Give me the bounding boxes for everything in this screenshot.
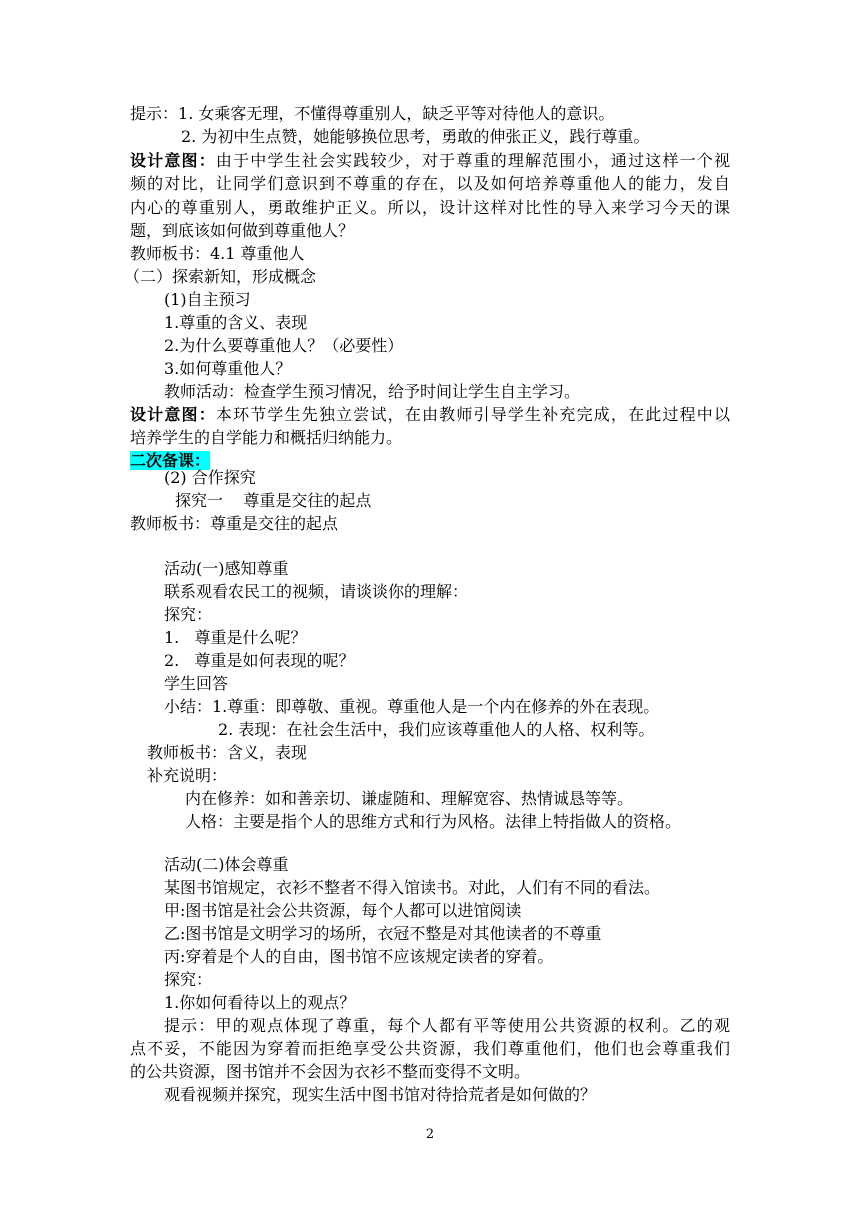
design-intent-2-label: 设计意图： — [130, 405, 216, 424]
activity-1-question-2: 2. 尊重是如何表现的呢？ — [164, 651, 355, 670]
design-intent-label: 设计意图： — [130, 151, 216, 170]
activity-2-hint-line-2: 点不妥，不能因为穿着而拒绝享受公共资源，我们尊重他们，他们也会尊重我们 — [130, 1039, 730, 1058]
supplement-note-1: 内在修养：如和善亲切、谦虚随和、理解宽容、热情诚恳等等。 — [185, 789, 634, 808]
explore-one-heading: 探究一 尊重是交往的起点 — [175, 491, 372, 510]
teacher-activity: 教师活动：检查学生预习情况，给予时间让学生自主学习。 — [164, 382, 581, 401]
board-heading: 教师板书：4.1 尊重他人 — [130, 244, 305, 263]
activity-2-title: 活动(二)体会尊重 — [164, 855, 289, 874]
design-intent-line-1 — [130, 149, 730, 172]
preview-item-1: 1.尊重的含义、表现 — [164, 313, 308, 332]
activity-2-question-1: 1.你如何看待以上的观点？ — [164, 993, 356, 1012]
section-heading: （二）探索新知，形成概念 — [124, 267, 317, 286]
second-prep-highlight: 二次备课： — [130, 451, 211, 470]
hint-line-2: 2. 为初中生点赞，她能够换位思考，勇敢的伸张正义，践行尊重。 — [181, 127, 650, 146]
viewpoint-c: 丙:穿着是个人的自由，图书馆不应该规定读者的穿着。 — [164, 947, 554, 966]
hint-label: 提示： — [130, 104, 179, 123]
activity-1-question-1: 1. 尊重是什么呢？ — [164, 628, 307, 647]
activity-1-title: 活动(一)感知尊重 — [164, 559, 289, 578]
student-answer: 学生回答 — [164, 674, 229, 693]
design-intent-line-2: 频的对比，让同学们意识到不尊重的存在，以及如何培养尊重他人的能力，发自 — [130, 174, 730, 193]
activity-1-intro: 联系观看农民工的视频，请谈谈你的理解： — [164, 582, 469, 601]
hint-line-1 — [130, 102, 614, 125]
hint-text: 1. 女乘客无理，不懂得尊重别人，缺乏平等对待他人的意识。 — [178, 104, 615, 123]
activity-1-explore: 探究： — [164, 605, 213, 624]
coop-title: (2) 合作探究 — [164, 468, 256, 487]
summary-line-1: 小结：1.尊重：即尊敬、重视。尊重他人是一个内在修养的外在表现。 — [164, 697, 660, 716]
design-intent-2-line-1 — [130, 403, 730, 426]
activity-2-hint-line-3: 的公共资源，图书馆并不会因为衣衫不整而变得不文明。 — [130, 1062, 531, 1081]
activity-1-board: 教师板书：含义，表现 — [147, 743, 308, 762]
design-intent-text: 由于中学生社会实践较少，对于尊重的理解范围小，通过这样一个视 — [215, 151, 730, 170]
summary-line-2: 2. 表现：在社会生活中，我们应该尊重他人的人格、权利等。 — [218, 720, 655, 739]
viewpoint-b: 乙:图书馆是文明学习的场所，衣冠不整是对其他读者的不尊重 — [164, 924, 602, 943]
design-intent-line-4: 题，到底该如何做到尊重他人？ — [130, 221, 355, 240]
activity-2-scenario: 某图书馆规定，衣衫不整者不得入馆读书。对此，人们有不同的看法。 — [164, 878, 661, 897]
design-intent-line-3: 内心的尊重别人，勇敢维护正义。所以，设计这样对比性的导入来学习今天的课 — [130, 198, 730, 217]
coop-board: 教师板书：尊重是交往的起点 — [130, 514, 339, 533]
preview-item-2: 2.为什么要尊重他人？（必要性） — [164, 336, 404, 355]
preview-title: (1)自主预习 — [164, 290, 251, 309]
preview-item-3: 3.如何尊重他人？ — [164, 359, 292, 378]
design-intent-2-line-2: 培养学生的自学能力和概括归纳能力。 — [130, 428, 403, 447]
video-question: 观看视频并探究，现实生活中图书馆对待拾荒者是如何做的？ — [164, 1085, 597, 1104]
supplement-label: 补充说明： — [147, 766, 228, 785]
page-number: 2 — [425, 1127, 435, 1142]
viewpoint-a: 甲:图书馆是社会公共资源，每个人都可以进馆阅读 — [164, 901, 522, 920]
design-intent-2-text: 本环节学生先独立尝试，在由教师引导学生补充完成，在此过程中以 — [215, 405, 730, 424]
activity-2-explore: 探究： — [164, 970, 213, 989]
supplement-note-2: 人格：主要是指个人的思维方式和行为风格。法律上特指做人的资格。 — [185, 812, 682, 831]
activity-2-hint-line-1: 提示：甲的观点体现了尊重，每个人都有平等使用公共资源的权利。乙的观 — [164, 1016, 730, 1035]
